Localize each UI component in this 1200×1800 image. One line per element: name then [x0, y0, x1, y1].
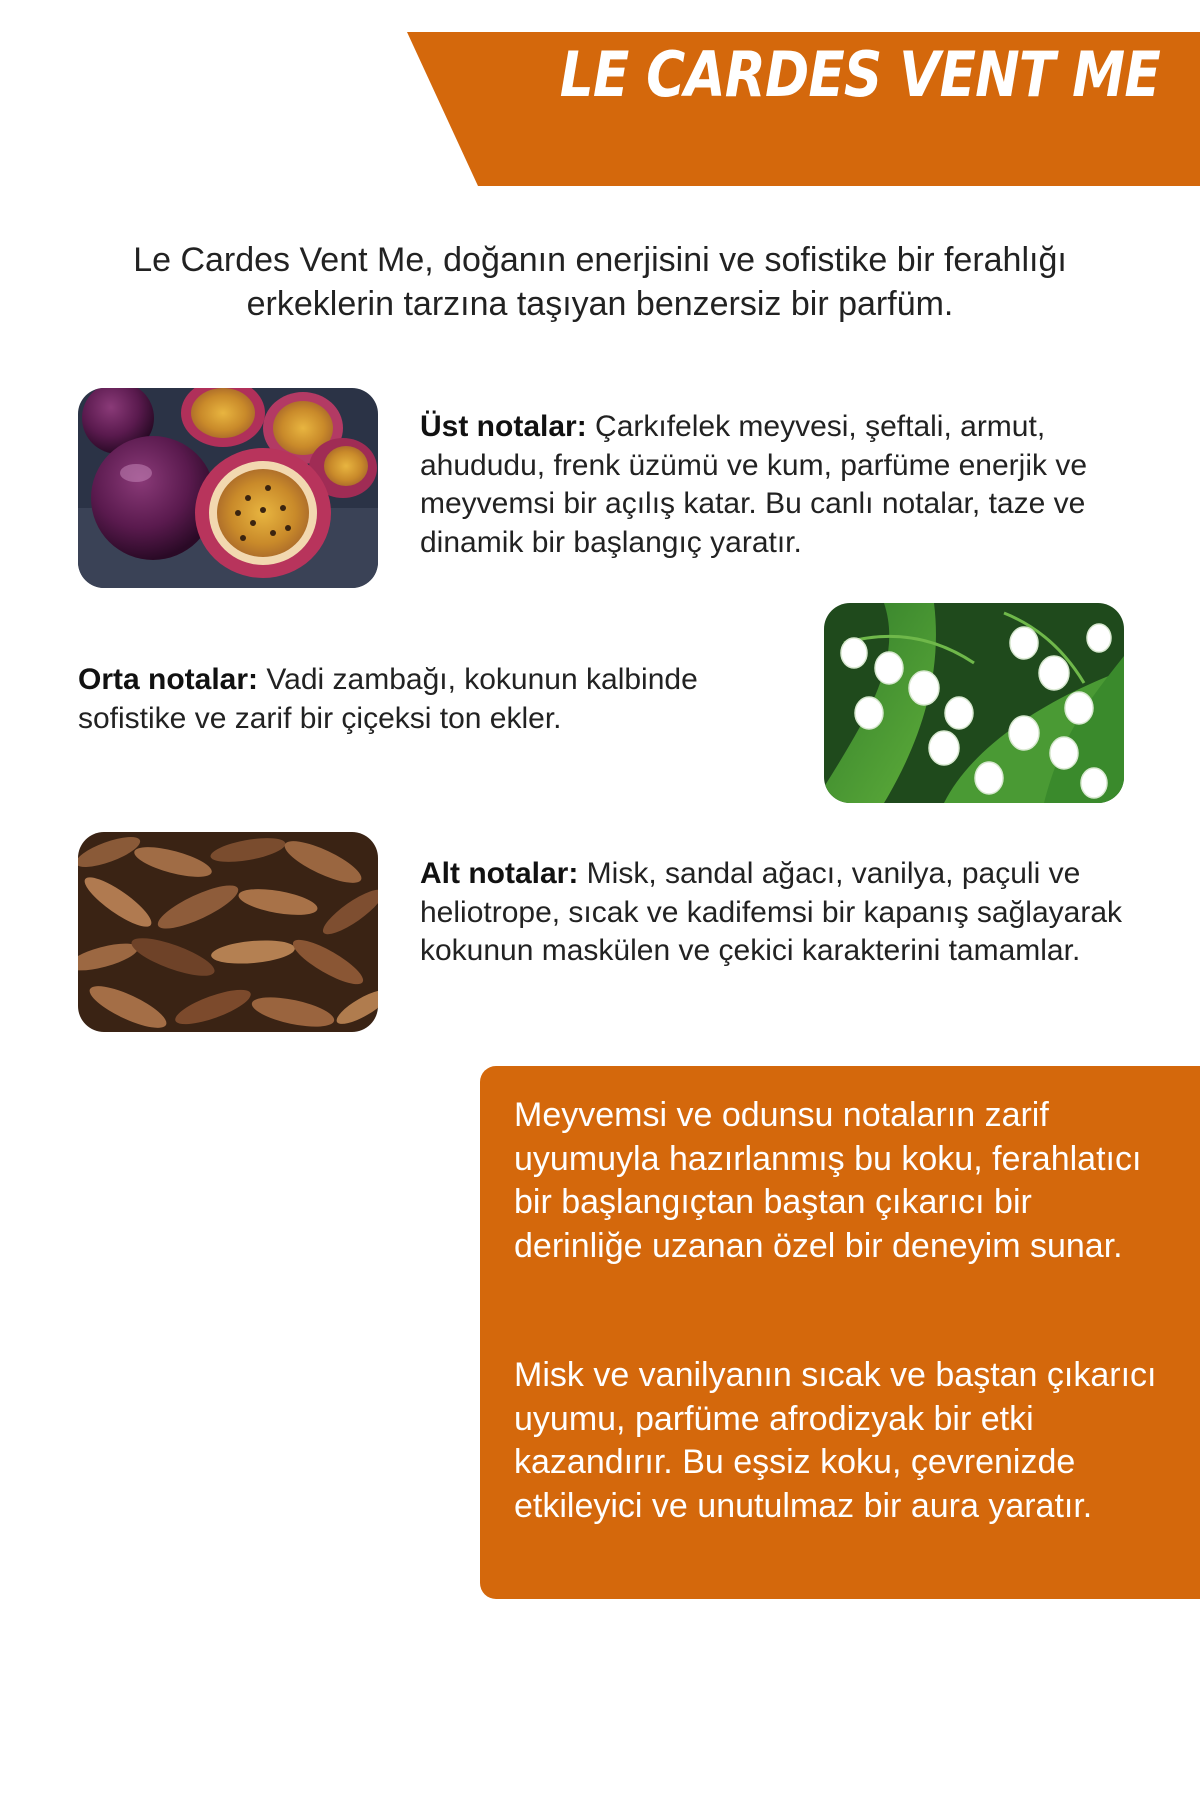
- intro-text: Le Cardes Vent Me, doğanın enerjisini ve sofistike bir ferahlığı erkeklerin tarzına taşıyan benzersiz bir parfüm.: [133, 241, 1067, 323]
- top-notes-text: [420, 408, 1140, 562]
- passion-fruit-image: [78, 388, 378, 588]
- middle-notes-label: Orta notalar:: [78, 663, 259, 696]
- page-title: LE CARDES VENT ME: [559, 38, 1160, 111]
- base-notes-label: Alt notalar:: [420, 857, 579, 890]
- summary-paragraph-1: Meyvemsi ve odunsu notaların zarif uyumuyla hazırlanmış bu koku, ferahlatıcı bir başlangıçtan baştan çıkarıcı bir derinliğe uzanan özel bir deneyim sunar.: [514, 1096, 1142, 1265]
- base-notes-text: [420, 855, 1140, 971]
- top-notes-label: Üst notalar:: [420, 410, 587, 443]
- top-notes-description: Çarkıfelek meyvesi, şeftali, armut, ahududu, frenk üzümü ve kum, parfüme enerjik ve meyvemsi bir açılış katar. Bu canlı notalar, taze ve dinamik bir başlangıç yaratır.: [420, 410, 1088, 559]
- lily-of-the-valley-image: [824, 603, 1124, 803]
- agarwood-chips-image: [78, 832, 378, 1032]
- base-notes-description: Misk, sandal ağacı, vanilya, paçuli ve heliotrope, sıcak ve kadifemsi bir kapanış sağlayarak kokunun maskülen ve çekici karakterini tamamlar.: [420, 857, 1123, 967]
- middle-notes-text: [78, 661, 798, 738]
- middle-notes-description: Vadi zambağı, kokunun kalbinde sofistike ve zarif bir çiçeksi ton ekler.: [78, 663, 698, 735]
- summary-paragraph-2: Misk ve vanilyanın sıcak ve baştan çıkarıcı uyumu, parfüme afrodizyak bir etki kazandırır. Bu eşsiz koku, çevrenizde etkileyici ve unutulmaz bir aura yaratır.: [514, 1356, 1157, 1525]
